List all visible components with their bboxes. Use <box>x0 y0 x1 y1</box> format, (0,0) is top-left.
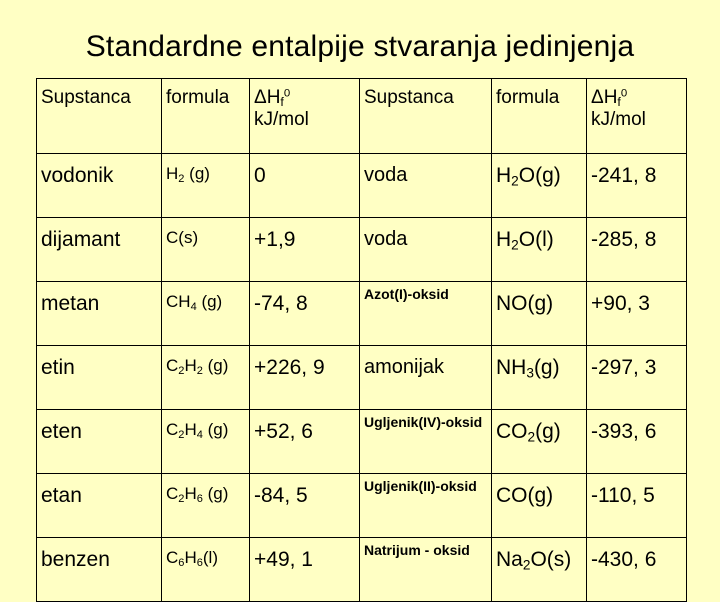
header-substance-left: Supstanca <box>37 79 162 154</box>
formula-right <box>492 410 587 474</box>
formula-subscript: 6 <box>178 556 185 569</box>
formula-left <box>162 218 250 282</box>
formula-text: CO <box>496 420 528 443</box>
formula-text: (g) <box>184 164 210 183</box>
formula-subscript: 2 <box>522 557 531 573</box>
header-sub-right: f <box>617 95 621 110</box>
substance-name-right: amonijak <box>360 346 492 410</box>
formula-subscript: 2 <box>178 364 185 377</box>
formula-text: (g) <box>535 420 561 443</box>
substance-name-left: benzen <box>37 538 162 602</box>
formula-text: H <box>184 420 197 439</box>
formula-text: (l) <box>202 548 218 567</box>
substance-name-left: etan <box>37 474 162 538</box>
formula-text: H <box>184 484 197 503</box>
table-row <box>37 474 687 538</box>
header-delta-left: ΔH <box>254 87 281 108</box>
header-sub-left: f <box>280 95 284 110</box>
table-row <box>37 538 687 602</box>
formula-text: (g) <box>202 484 229 503</box>
substance-name-right: voda <box>360 154 492 218</box>
table-row <box>37 282 687 346</box>
enthalpy-table <box>36 78 687 602</box>
formula-text: (g) <box>202 356 229 375</box>
enthalpy-value-right: +90, 3 <box>587 282 687 346</box>
enthalpy-value-left: +49, 1 <box>250 538 360 602</box>
table-row <box>37 346 687 410</box>
enthalpy-value-left: 0 <box>250 154 360 218</box>
formula-text: CO(g) <box>496 484 554 507</box>
formula-right <box>492 346 587 410</box>
header-substance-right: Supstanca <box>360 79 492 154</box>
formula-subscript: 2 <box>511 237 519 253</box>
formula-text: H <box>184 356 197 375</box>
header-formula-right: formula <box>492 79 587 154</box>
page-title: Standardne entalpije stvaranja jedinjenja <box>85 30 635 63</box>
substance-name-left: vodonik <box>37 154 162 218</box>
substance-name-left: etin <box>37 346 162 410</box>
enthalpy-value-right: -110, 5 <box>587 474 687 538</box>
header-formula-left: formula <box>162 79 250 154</box>
formula-text: C(s) <box>166 228 199 247</box>
substance-name-left: metan <box>37 282 162 346</box>
formula-text: CH <box>166 292 191 311</box>
header-sup-left: 0 <box>283 87 291 100</box>
formula-text: O(g) <box>518 164 561 187</box>
formula-text: Na <box>496 548 523 571</box>
table-header-row <box>37 79 687 154</box>
formula-text: H <box>166 164 179 183</box>
formula-subscript: 2 <box>511 173 519 189</box>
enthalpy-value-right: -241, 8 <box>587 154 687 218</box>
formula-text: O(s) <box>530 548 572 571</box>
formula-text: C <box>166 484 179 503</box>
formula-text: NO(g) <box>496 292 554 315</box>
formula-text: (g) <box>202 420 229 439</box>
formula-text: C <box>166 420 179 439</box>
formula-left <box>162 154 250 218</box>
header-enthalpy-right <box>587 79 687 154</box>
formula-text: (g) <box>533 356 560 379</box>
substance-name-left: dijamant <box>37 218 162 282</box>
table-row <box>37 154 687 218</box>
enthalpy-value-left: +52, 6 <box>250 410 360 474</box>
substance-name-right: Ugljenik(II)-oksid <box>360 474 492 538</box>
formula-right <box>492 474 587 538</box>
formula-left <box>162 474 250 538</box>
formula-text: NH <box>496 356 527 379</box>
enthalpy-value-left: -84, 5 <box>250 474 360 538</box>
formula-right <box>492 538 587 602</box>
header-sup-right: 0 <box>620 87 628 100</box>
substance-name-left: eten <box>37 410 162 474</box>
formula-subscript: 4 <box>196 428 203 441</box>
header-delta-right: ΔH <box>591 87 618 108</box>
formula-text: (g) <box>196 292 223 311</box>
formula-text: H <box>496 228 512 251</box>
formula-subscript: 2 <box>178 172 185 185</box>
formula-text: C <box>166 356 179 375</box>
formula-subscript: 2 <box>196 364 203 377</box>
formula-right <box>492 154 587 218</box>
formula-subscript: 2 <box>527 429 536 445</box>
table-row <box>37 218 687 282</box>
formula-left <box>162 346 250 410</box>
substance-name-right: Azot(I)-oksid <box>360 282 492 346</box>
formula-subscript: 2 <box>178 492 185 505</box>
enthalpy-value-right: -393, 6 <box>587 410 687 474</box>
enthalpy-value-left: +1,9 <box>250 218 360 282</box>
formula-right <box>492 218 587 282</box>
table-row <box>37 410 687 474</box>
enthalpy-value-left: -74, 8 <box>250 282 360 346</box>
formula-subscript: 3 <box>526 365 534 381</box>
header-unit-right: kJ/mol <box>591 109 646 131</box>
formula-left <box>162 538 250 602</box>
substance-name-right: voda <box>360 218 492 282</box>
formula-text: H <box>496 164 512 187</box>
formula-right <box>492 282 587 346</box>
substance-name-right: Natrijum - oksid <box>360 538 492 602</box>
header-unit-left: kJ/mol <box>254 109 309 131</box>
formula-subscript: 2 <box>178 428 185 441</box>
formula-text: H <box>184 548 197 567</box>
formula-left <box>162 410 250 474</box>
formula-text: O(l) <box>518 228 554 251</box>
enthalpy-value-right: -297, 3 <box>587 346 687 410</box>
enthalpy-value-right: -430, 6 <box>587 538 687 602</box>
formula-subscript: 6 <box>196 492 203 505</box>
header-enthalpy-left <box>250 79 360 154</box>
enthalpy-value-right: -285, 8 <box>587 218 687 282</box>
enthalpy-value-left: +226, 9 <box>250 346 360 410</box>
formula-left <box>162 282 250 346</box>
substance-name-right: Ugljenik(IV)-oksid <box>360 410 492 474</box>
formula-text: C <box>166 548 179 567</box>
formula-subscript: 4 <box>190 300 197 313</box>
enthalpy-table-body <box>37 79 687 602</box>
formula-subscript: 6 <box>196 556 203 569</box>
